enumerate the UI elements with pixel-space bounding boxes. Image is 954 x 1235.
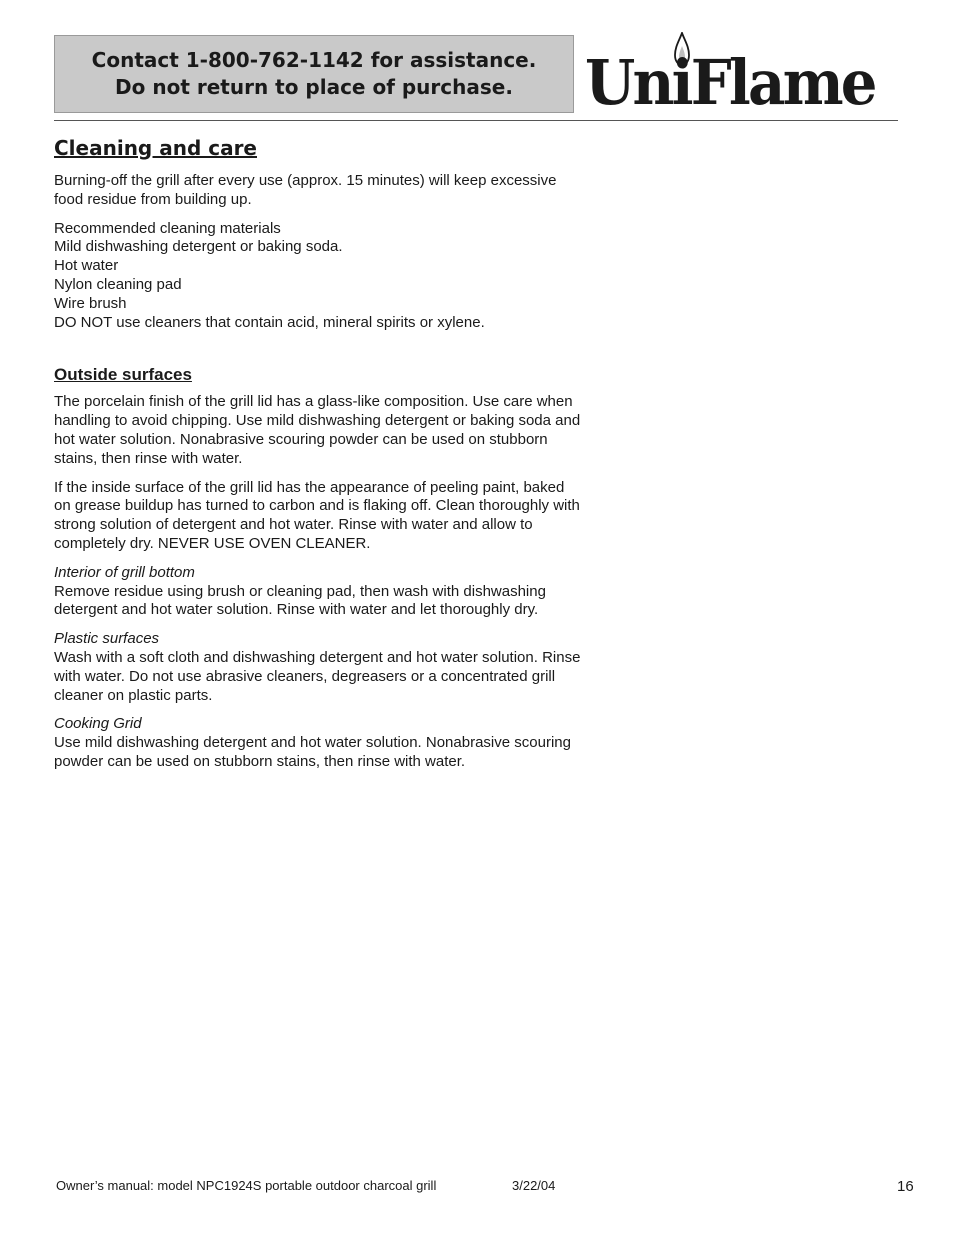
subsection-title: Cooking Grid [54, 715, 142, 733]
subsection-body: Use mild dishwashing detergent and hot water solution. Nonabrasive scouring powder can be used on stubborn stains, then rinse with water. [54, 734, 571, 770]
subsection-cooking-grid [54, 715, 584, 771]
contact-line-phone: Contact 1-800-762-1142 for assistance. [91, 48, 537, 72]
list-item: Wire brush [54, 294, 127, 312]
intro-paragraph: Burning-off the grill after every use (approx. 15 minutes) will keep excessive food residue from building up. [54, 172, 557, 208]
porcelain-paragraph: The porcelain finish of the grill lid has a glass-like composition. Use care when handling to avoid chipping. Use mild dishwashing detergent or baking soda and hot water solution. Nonabrasive scouring powder can be used on stubborn stains, then rinse with water. [54, 393, 581, 467]
list-item: Nylon cleaning pad [54, 275, 182, 293]
outside-surfaces-heading: Outside surfaces [54, 365, 192, 385]
lid-interior-paragraph: If the inside surface of the grill lid has the appearance of peeling paint, baked on grease buildup has turned to carbon and is flaking off. Clean thoroughly with strong solution of detergent and hot water. Rinse with water and allow to completely dry. NEVER USE OVEN CLEANER. [54, 478, 580, 552]
uniflame-logo [585, 30, 903, 119]
section-title: Cleaning and care [54, 136, 257, 160]
materials-heading: Recommended cleaning materials [54, 219, 281, 237]
contact-line-return: Do not return to place of purchase. [115, 75, 513, 99]
list-item: Mild dishwashing detergent or baking soda. [54, 238, 343, 256]
logo-wordmark: UniFlame [585, 46, 875, 119]
page-number: 16 [897, 1178, 914, 1195]
footer-date: 3/22/04 [512, 1178, 556, 1193]
warning-item: DO NOT use cleaners that contain acid, mineral spirits or xylene. [54, 313, 485, 331]
list-item: Hot water [54, 257, 119, 275]
subsection-title: Plastic surfaces [54, 630, 160, 648]
footer-manual-title: Owner’s manual: model NPC1924S portable outdoor charcoal grill [56, 1178, 437, 1193]
subsection-body: Wash with a soft cloth and dishwashing detergent and hot water solution. Rinse with water. Do not use abrasive cleaners, degreasers or a concentrated grill cleaner on plastic parts. [54, 648, 581, 704]
subsection-grill-bottom [54, 564, 584, 620]
materials-list [54, 220, 584, 333]
header-divider [54, 120, 898, 121]
subsection-plastic [54, 630, 584, 705]
main-content [54, 136, 584, 782]
subsection-title: Interior of grill bottom [54, 563, 195, 581]
contact-banner [54, 35, 574, 113]
subsection-body: Remove residue using brush or cleaning pad, then wash with dishwashing detergent and hot water solution. Rinse with water and let thoroughly dry. [54, 582, 546, 619]
